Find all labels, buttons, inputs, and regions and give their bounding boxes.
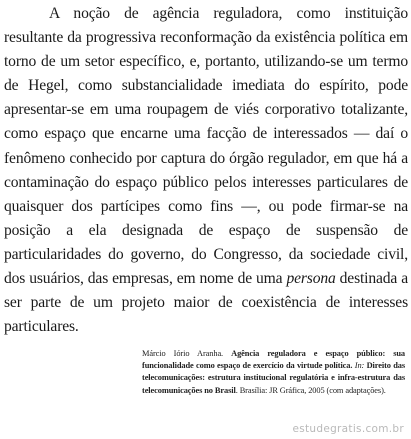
- citation-publisher: . Brasília: JR Gráfica, 2005 (com adaptações).: [235, 385, 386, 395]
- passage-italic-word: persona: [286, 270, 336, 288]
- citation-title: Agência reguladora e espaço público: sua funcionalidade como espaço de exercício da virtude política.: [142, 349, 406, 371]
- watermark: estudegratis.com.br: [292, 423, 404, 435]
- main-passage: [4, 2, 408, 339]
- citation-in-label: In:: [354, 361, 365, 371]
- passage-text-end: destinada a ser parte de um projeto maior de coexistência de interesses particulares.: [4, 270, 408, 336]
- source-citation: [142, 348, 405, 397]
- citation-author: Márcio Iório Aranha.: [142, 349, 224, 358]
- citation-source: Direito das telecomunicações: estrutura institucional regulatória e infra-estrutura das telecomunicações no Brasil: [142, 361, 405, 395]
- passage-text-start: A noção de agência reguladora, como instituição resultante da progressiva reconformação da existência política em torno de um setor específico, e, portanto, utilizando-se um termo de Hegel, como substancialidade imediata do espírito, pode apresentar-se em uma roupagem de viés corporativo totalizante, como espaço que encarne uma facção de interessados — daí o fenômeno conhecido por captura do órgão regulador, em que há a contaminação do espaço público pelos interesses particulares de quaisquer dos partícipes como fins —, ou pode firmar-se na posição a ela designada de espaço de suspensão de particularidades do governo, do Congresso, da sociedade civil, dos usuários, das empresas, em nome de uma: [4, 5, 408, 288]
